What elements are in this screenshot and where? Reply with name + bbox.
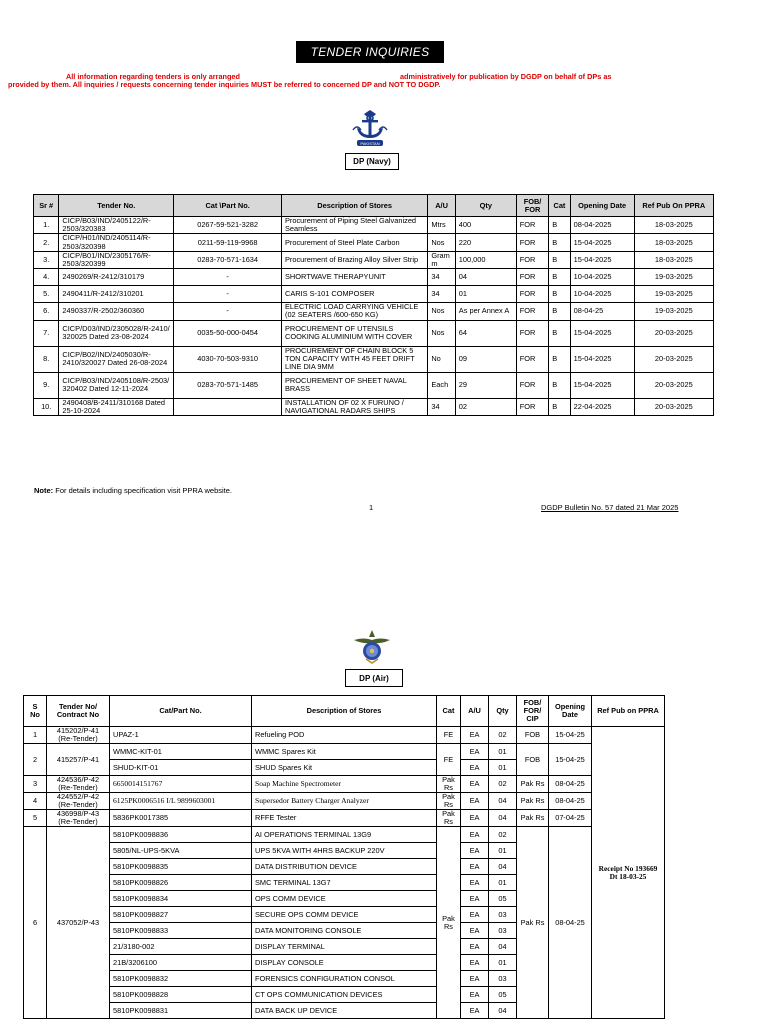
navy-cell-sr: 7. [34,320,59,346]
air-cell-part: 5810PK0098836 [110,827,252,843]
navy-cell-ref: 20-03-2025 [634,398,713,415]
air-cell-open: 08-04-25 [549,793,592,810]
navy-cell-open: 08-04-2025 [570,217,634,234]
navy-cell-desc: SHORTWAVE THERAPYUNIT [281,269,427,286]
air-emblem-icon [352,628,392,664]
navy-cell-fob: FOR [516,286,549,303]
navy-cell-qty: As per Annex A [455,303,516,320]
navy-cell-ref: 19-03-2025 [634,303,713,320]
air-cell-cat: Pak Rs [437,793,461,810]
navy-col-header: Description of Stores [281,195,427,217]
navy-cell-desc: ELECTRIC LOAD CARRYING VEHICLE (02 SEATERS /600-650 KG) [281,303,427,320]
air-cell-qty: 01 [489,875,517,891]
air-cell-au: EA [461,939,489,955]
navy-table-row [34,234,714,251]
navy-cell-cat-part: 0211-59-119-9968 [174,234,282,251]
navy-cell-sr: 3. [34,251,59,268]
air-cell-desc: WMMC Spares Kit [252,744,437,760]
navy-cell-sr: 4. [34,269,59,286]
air-cell-part: 5810PK0098826 [110,875,252,891]
air-cell-desc: RFFE Tester [252,810,437,827]
air-cell-desc: AI OPERATIONS TERMINAL 13G9 [252,827,437,843]
navy-table-row [34,251,714,268]
navy-cell-au: 34 [428,286,455,303]
air-table-row [24,744,665,760]
air-cell-au: EA [461,1003,489,1019]
navy-cell-open: 15-04-2025 [570,251,634,268]
air-cell-au: EA [461,793,489,810]
navy-cell-cat: B [549,320,570,346]
navy-cell-fob: FOR [516,217,549,234]
air-cell-tender: 424552/P-42 (Re-Tender) [47,793,110,810]
navy-cell-tender: 2490269/R-2412/310179 [59,269,174,286]
navy-cell-cat-part: 0283-70-571-1634 [174,251,282,268]
air-col-header: Tender No/ Contract No [47,696,110,727]
air-cell-desc: DATA DISTRIBUTION DEVICE [252,859,437,875]
air-col-header: Qty [489,696,517,727]
air-cell-part: 5810PK0098833 [110,923,252,939]
navy-cell-au: Mtrs [428,217,455,234]
air-cell-tender: 424536/P-42 (Re-Tender) [47,776,110,793]
navy-cell-sr: 1. [34,217,59,234]
air-table-row [24,727,665,744]
air-cell-qty: 01 [489,843,517,859]
navy-col-header: Cat \Part No. [174,195,282,217]
navy-cell-qty: 01 [455,286,516,303]
air-cell-cat: FE [437,744,461,776]
navy-cell-au: 34 [428,269,455,286]
air-cell-part: 5810PK0098834 [110,891,252,907]
bulletin-reference: DGDP Bulletin No. 57 dated 21 Mar 2025 [541,503,679,512]
air-col-header: Cat [437,696,461,727]
navy-cell-au: No [428,346,455,372]
air-table-row [24,776,665,793]
air-cell-au: EA [461,776,489,793]
navy-cell-ref: 18-03-2025 [634,251,713,268]
air-cell-desc: Supersedor Battery Charger Analyzer [252,793,437,810]
navy-cell-desc: PROCUREMENT OF SHEET NAVAL BRASS [281,372,427,398]
navy-table-row [34,303,714,320]
navy-cell-desc: Procurement of Steel Plate Carbon [281,234,427,251]
navy-cell-cat: B [549,398,570,415]
air-cell-cat: FE [437,727,461,744]
air-cell-qty: 04 [489,939,517,955]
air-cell-desc: DISPLAY CONSOLE [252,955,437,971]
air-cell-part: 21/3180-002 [110,939,252,955]
air-cell-desc: OPS COMM DEVICE [252,891,437,907]
air-cell-qty: 01 [489,744,517,760]
navy-cell-fob: FOR [516,251,549,268]
air-cell-qty: 05 [489,987,517,1003]
air-cell-qty: 02 [489,776,517,793]
air-cell-qty: 04 [489,793,517,810]
navy-cell-desc: INSTALLATION OF 02 X FURUNO / NAVIGATIONAL RADARS SHIPS [281,398,427,415]
page-title: TENDER INQUIRIES [296,41,444,63]
navy-cell-ref: 20-03-2025 [634,320,713,346]
navy-cell-tender: CICP/B02/IND/2405030/R-2410/320027 Dated 26-08-2024 [59,346,174,372]
air-cell-sno: 3 [24,776,47,793]
navy-emblem-icon [349,108,391,148]
air-cell-open: 15-04-25 [549,727,592,744]
navy-tender-table [33,194,714,416]
air-table-row [24,810,665,827]
navy-col-header: Sr # [34,195,59,217]
navy-cell-tender: CICP/B03/IND/2405122/R-2503/320383 [59,217,174,234]
air-cell-fob: Pak Rs [517,810,549,827]
air-cell-receipt [592,727,665,1019]
air-cell-cat: Pak Rs [437,810,461,827]
air-cell-au: EA [461,907,489,923]
navy-cell-au: Nos [428,320,455,346]
air-cell-sno: 4 [24,793,47,810]
air-cell-qty: 04 [489,859,517,875]
air-cell-desc: CT OPS COMMUNICATION DEVICES [252,987,437,1003]
navy-col-header: A/U [428,195,455,217]
navy-cell-fob: FOR [516,346,549,372]
svg-text:PAKISTAN: PAKISTAN [360,140,380,146]
navy-cell-cat: B [549,346,570,372]
air-cell-open: 07-04-25 [549,810,592,827]
navy-cell-sr: 10. [34,398,59,415]
navy-cell-fob: FOR [516,269,549,286]
air-cell-part: 5810PK0098828 [110,987,252,1003]
footer-note: Note: For details including specification visit PPRA website. [34,486,233,495]
navy-cell-cat: B [549,286,570,303]
navy-col-header: Qty [455,195,516,217]
dp-air-label: DP (Air) [345,669,403,687]
navy-cell-qty: 400 [455,217,516,234]
air-col-header: Description of Stores [252,696,437,727]
navy-cell-cat: B [549,251,570,268]
air-cell-qty: 02 [489,827,517,843]
air-cell-tender: 437052/P-43 [47,827,110,1019]
air-cell-open: 08-04-25 [549,827,592,1019]
air-cell-cat: Pak Rs [437,827,461,1019]
air-col-header: S No [24,696,47,727]
air-cell-tender: 436998/P-43 (Re-Tender) [47,810,110,827]
air-cell-qty: 03 [489,971,517,987]
air-cell-au: EA [461,875,489,891]
air-cell-desc: SECURE OPS COMM DEVICE [252,907,437,923]
navy-cell-qty: 100,000 [455,251,516,268]
navy-cell-sr: 8. [34,346,59,372]
air-cell-au: EA [461,744,489,760]
navy-cell-sr: 9. [34,372,59,398]
navy-col-header: Ref Pub On PPRA [634,195,713,217]
navy-table-row [34,269,714,286]
navy-cell-fob: FOR [516,320,549,346]
air-cell-part: 5810PK0098832 [110,971,252,987]
air-cell-part: WMMC-KIT-01 [110,744,252,760]
notice-text: All information regarding tenders is only arranged administratively for publication by DGDP on behalf of DPs as provided by them. All inquiries / requests concerning tender inquiries MUST be referred to concerned DP and NOT TO DGDP. [8,72,612,90]
air-cell-au: EA [461,760,489,776]
navy-cell-open: 10-04-2025 [570,286,634,303]
navy-cell-desc: Procurement of Brazing Alloy Silver Strip [281,251,427,268]
air-cell-fob: Pak Rs [517,776,549,793]
air-cell-part: 5805/NL-UPS-5KVA [110,843,252,859]
air-cell-qty: 05 [489,891,517,907]
navy-cell-au: Nos [428,303,455,320]
air-cell-sno: 5 [24,810,47,827]
air-tender-table [23,695,665,1019]
navy-cell-cat: B [549,303,570,320]
air-cell-qty: 04 [489,1003,517,1019]
air-cell-cat: Pak Rs [437,776,461,793]
navy-cell-au: Each [428,372,455,398]
navy-cell-desc: PROCUREMENT OF UTENSILS COOKING ALUMINIUM WITH COVER [281,320,427,346]
navy-cell-open: 15-04-2025 [570,372,634,398]
air-cell-qty: 03 [489,923,517,939]
air-col-header: Ref Pub on PPRA [592,696,665,727]
air-cell-part: SHUD-KIT-01 [110,760,252,776]
air-cell-desc: Soap Machine Spectrometer [252,776,437,793]
air-cell-qty: 02 [489,727,517,744]
navy-cell-cat: B [549,234,570,251]
navy-cell-cat-part: 0267-59-521-3282 [174,217,282,234]
air-cell-part: 5810PK0098835 [110,859,252,875]
navy-cell-qty: 220 [455,234,516,251]
navy-cell-open: 15-04-2025 [570,320,634,346]
navy-col-header: Opening Date [570,195,634,217]
navy-table-row [34,346,714,372]
air-cell-open: 15-04-25 [549,744,592,776]
air-cell-desc: UPS 5KVA WITH 4HRS BACKUP 220V [252,843,437,859]
air-cell-qty: 01 [489,955,517,971]
navy-cell-qty: 02 [455,398,516,415]
navy-cell-qty: 29 [455,372,516,398]
navy-cell-ref: 19-03-2025 [634,286,713,303]
navy-cell-ref: 18-03-2025 [634,217,713,234]
air-cell-sno: 6 [24,827,47,1019]
navy-cell-sr: 5. [34,286,59,303]
navy-cell-cat-part: 4030-70-503-9310 [174,346,282,372]
air-cell-open: 08-04-25 [549,776,592,793]
navy-cell-tender: CICP/D03/IND/2305028/R-2410/ 320025 Dated 23-08-2024 [59,320,174,346]
navy-col-header: Tender No. [59,195,174,217]
navy-cell-cat-part: 0035-50-000-0454 [174,320,282,346]
air-col-header: FOB/ FOR/ CIP [517,696,549,727]
navy-cell-cat-part [174,398,282,415]
air-cell-tender: 415202/P-41 (Re-Tender) [47,727,110,744]
air-cell-part: UPAZ-1 [110,727,252,744]
air-cell-part: 5810PK0098831 [110,1003,252,1019]
navy-cell-au: 34 [428,398,455,415]
navy-col-header: Cat [549,195,570,217]
dp-navy-label: DP (Navy) [345,153,399,170]
air-cell-au: EA [461,827,489,843]
air-cell-au: EA [461,727,489,744]
navy-table-row [34,286,714,303]
air-cell-au: EA [461,891,489,907]
navy-cell-tender: CICP/B03/IND/2405108/R-2503/ 320402 Dated 12-11-2024 [59,372,174,398]
navy-cell-cat: B [549,217,570,234]
navy-cell-cat-part: - [174,286,282,303]
navy-cell-cat: B [549,269,570,286]
navy-cell-tender: CICP/H01/IND/2405114/R-2503/320398 [59,234,174,251]
navy-table-row [34,320,714,346]
air-cell-au: EA [461,810,489,827]
air-col-header: Opening Date [549,696,592,727]
air-cell-desc: DATA BACK UP DEVICE [252,1003,437,1019]
navy-cell-cat: B [549,372,570,398]
air-cell-au: EA [461,955,489,971]
navy-cell-desc: CARIS S-101 COMPOSER [281,286,427,303]
page-number: 1 [369,503,374,512]
air-cell-sno: 1 [24,727,47,744]
air-cell-desc: SMC TERMINAL 13G7 [252,875,437,891]
navy-cell-tender: CICP/B01/IND/2305176/R-2503/320399 [59,251,174,268]
air-cell-part: 21B/3206100 [110,955,252,971]
navy-cell-open: 15-04-2025 [570,346,634,372]
air-cell-fob: FOB [517,744,549,776]
air-cell-au: EA [461,987,489,1003]
navy-cell-qty: 64 [455,320,516,346]
navy-cell-open: 22-04-2025 [570,398,634,415]
navy-cell-tender: 2490408/B-2411/310168 Dated 25-10-2024 [59,398,174,415]
navy-cell-ref: 20-03-2025 [634,346,713,372]
air-cell-qty: 01 [489,760,517,776]
air-cell-part: 5836PK0017385 [110,810,252,827]
navy-table-row [34,372,714,398]
air-cell-desc: Refueling POD [252,727,437,744]
navy-col-header: FOB/ FOR [516,195,549,217]
navy-cell-open: 08-04-25 [570,303,634,320]
navy-cell-tender: 2490411/R-2412/310201 [59,286,174,303]
air-cell-au: EA [461,971,489,987]
air-col-header: Cat/Part No. [110,696,252,727]
air-cell-desc: DISPLAY TERMINAL [252,939,437,955]
air-cell-tender: 415257/P-41 [47,744,110,776]
navy-cell-qty: 04 [455,269,516,286]
navy-cell-ref: 19-03-2025 [634,269,713,286]
air-cell-au: EA [461,859,489,875]
navy-cell-qty: 09 [455,346,516,372]
navy-cell-open: 10-04-2025 [570,269,634,286]
air-col-header: A/U [461,696,489,727]
air-table-row [24,793,665,810]
navy-cell-tender: 2490337/R-2502/360360 [59,303,174,320]
air-cell-part: 6125PK0006516 I/L 9899603001 [110,793,252,810]
navy-cell-desc: Procurement of Piping Steel Galvanized Seamless [281,217,427,234]
navy-cell-sr: 6. [34,303,59,320]
air-cell-fob: FOB [517,727,549,744]
navy-cell-ref: 18-03-2025 [634,234,713,251]
air-cell-desc: DATA MONITORING CONSOLE [252,923,437,939]
navy-cell-sr: 2. [34,234,59,251]
air-cell-fob: Pak Rs [517,827,549,1019]
receipt-text: Receipt No 193669 Dt 18-03-25 [598,863,658,881]
air-cell-qty: 03 [489,907,517,923]
air-cell-sno: 2 [24,744,47,776]
navy-cell-fob: FOR [516,398,549,415]
air-cell-desc: FORENSICS CONFIGURATION CONSOL [252,971,437,987]
navy-table-row [34,398,714,415]
navy-cell-cat-part: 0283-70-571-1485 [174,372,282,398]
navy-cell-open: 15-04-2025 [570,234,634,251]
navy-cell-ref: 20-03-2025 [634,372,713,398]
navy-cell-au: Gram m [428,251,455,268]
navy-cell-fob: FOR [516,234,549,251]
air-cell-qty: 04 [489,810,517,827]
air-cell-fob: Pak Rs [517,793,549,810]
navy-cell-desc: PROCUREMENT OF CHAIN BLOCK 5 TON CAPACITY WITH 45 FEET DRIFT LINE DIA 9MM [281,346,427,372]
air-cell-desc: SHUD Spares Kit [252,760,437,776]
navy-cell-fob: FOR [516,303,549,320]
air-cell-part: 5810PK0098827 [110,907,252,923]
navy-cell-au: Nos [428,234,455,251]
air-cell-au: EA [461,923,489,939]
navy-cell-cat-part: - [174,303,282,320]
navy-table-row [34,217,714,234]
navy-cell-fob: FOR [516,372,549,398]
air-cell-part: 6650014151767 [110,776,252,793]
air-table-row [24,827,665,843]
navy-cell-cat-part: - [174,269,282,286]
air-cell-au: EA [461,843,489,859]
